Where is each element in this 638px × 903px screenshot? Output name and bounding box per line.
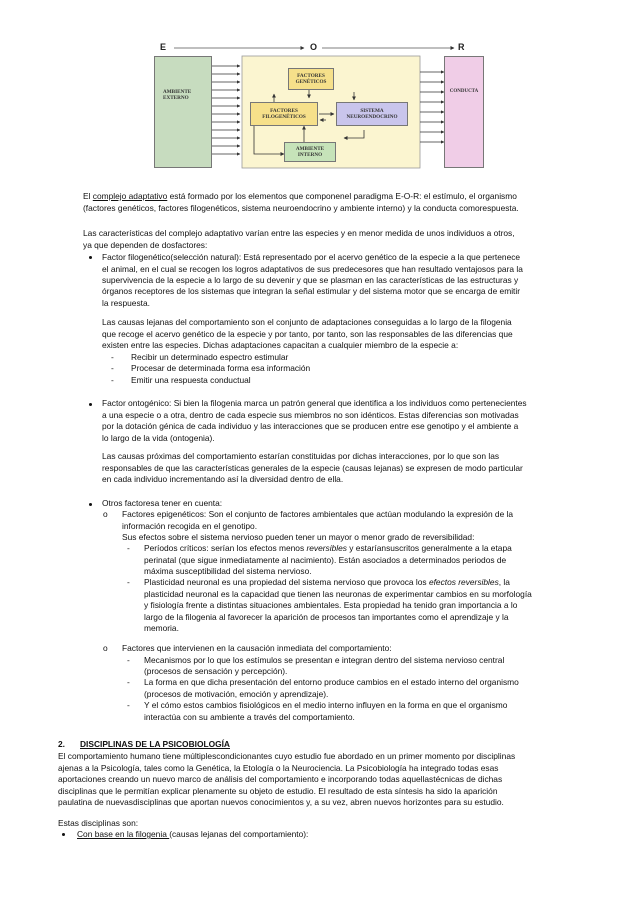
o1d2-emphasis: efectos reversibles xyxy=(428,577,499,587)
dash-mark: - xyxy=(127,543,130,553)
circle-mark: o xyxy=(103,643,108,653)
b2p2-line1: Las causas próximas del comportamiento estarían constituidas por dichas interacciones, por lo que son las xyxy=(102,451,500,461)
b3-line: Otros factoresa tener en cuenta: xyxy=(102,498,223,508)
bullet-dot xyxy=(89,256,92,259)
o1d1-line1 xyxy=(144,543,593,553)
dash-mark: - xyxy=(111,375,114,385)
conducta-label: CONDUCTA xyxy=(449,89,479,94)
filogenia-link[interactable]: Con base en la filogenia xyxy=(77,829,170,839)
o1d2-text-b: , la xyxy=(498,577,510,587)
bullet-dot xyxy=(89,503,92,506)
p1-prefix: El xyxy=(83,191,93,201)
b1-line2: el animal, en el cual se recogen los logros adaptativos de sus predecesores que han resultado ventajosos para la xyxy=(102,264,523,274)
dash-mark: - xyxy=(127,577,130,587)
o1-line1: Factores epigenéticos: Son el conjunto de factores ambientales que actúan modulando la expresión de la xyxy=(122,509,514,519)
bullet-dot xyxy=(62,833,65,836)
b2p2-line2: responsables de que las características generales de la especie (causas lejanas) se expresen de modo particular xyxy=(102,463,523,473)
o1-line2: información recogida en el genotipo. xyxy=(122,521,258,531)
b1p2-line2: que recoge el acervo genético de la especie y por tanto, por tanto, son las responsables de las diferencias que xyxy=(102,329,513,339)
b1-line5: la respuesta. xyxy=(102,298,150,308)
s2-line3: aportaciones creando un nuevo marco de análisis del comportamiento e incorporando todas aquellastécnicas de dichas xyxy=(58,774,503,784)
b2-line4: lo largo de la vida (ontogenia). xyxy=(102,433,215,443)
circle-mark: o xyxy=(103,509,108,519)
section2-number: 2. xyxy=(58,739,65,749)
b1-line4: órganos receptores de los sistemas que integran la señal estimular y del sistema motor que se encarga de emitir xyxy=(102,286,521,296)
b2-line1: Factor ontogénico: Si bien la filogenia marca un patrón general que identifica a los individuos como pertenecientes xyxy=(102,398,527,408)
o2d3-line2: interactúa con su ambiente a través del comportamiento. xyxy=(144,712,355,722)
dash1-item1: Recibir un determinado espectro estimular xyxy=(131,352,289,362)
o1d2-line4: largo de la filogenia al favorecer la aparición de procesos tan importantes como el aprendizaje y la xyxy=(144,612,509,622)
b1-line3: supervivencia de la especie a lo largo de su devenir y que se plasman en las características de las estructuras y xyxy=(102,275,519,285)
factores-filogeneticos-line2: FILOGENÉTICOS xyxy=(262,114,306,120)
factores-filogeneticos-line1: FACTORES xyxy=(270,108,298,114)
factores-geneticos-line1: FACTORES xyxy=(297,73,325,79)
p1-line1-rest: está formado por los elementos que componenel paradigma E-O-R: el estímulo, el organismo xyxy=(167,191,517,201)
sistema-neuroendocrino-box xyxy=(336,102,408,126)
factores-geneticos-box xyxy=(288,68,334,90)
dash1-item3: Emitir una respuesta conductual xyxy=(131,375,251,385)
o2d2-line2: (procesos de motivación, emoción y aprendizaje). xyxy=(144,689,329,699)
s2-last-line xyxy=(77,829,587,839)
section2-title: DISCIPLINAS DE LA PSICOBIOLOGÍA xyxy=(80,739,230,749)
o1d1-line3: máxima susceptibilidad del sistema nervioso. xyxy=(144,566,312,576)
s2-line2: ajenas a la Psicología, tales como la Genética, la Etología o la Neurociencia. La Psicobiología ha integrado todas esas xyxy=(58,763,499,773)
o1d2-line5: memoria. xyxy=(144,623,179,633)
o1d2-line2: plasticidad neuronal es la capacidad que tienen las neuronas de experimentar cambios en su morfología xyxy=(144,589,532,599)
ambiente-interno-line2: INTERNO xyxy=(297,152,323,158)
o2d1-line1: Mecanismos por lo que los estímulos se presentan e integran dentro del sistema nervioso central xyxy=(144,655,505,665)
dash-mark: - xyxy=(127,655,130,665)
o2d3-line1: Y el cómo estos cambios fisiológicos en el medio interno influyen en la forma en que el organismo xyxy=(144,700,508,710)
ambiente-externo-line2: EXTERNO xyxy=(163,95,189,101)
o2d2-line1: La forma en que dicha presentación del entorno produce cambios en el estado interno del organismo xyxy=(144,677,519,687)
o1-line3: Sus efectos sobre el sistema nervioso pueden tener un mayor o menor grado de reversibilidad: xyxy=(122,532,475,542)
label-e: E xyxy=(160,42,167,52)
conducta-box xyxy=(444,56,484,168)
s2-line4: disciplinas que le permitían explicar plenamente su objeto de estudio. El resultado de esta síntesis ha sido la aparición xyxy=(58,786,498,796)
factores-geneticos-line2: GENÉTICOS xyxy=(295,79,327,85)
o1d1-text-a: Períodos críticos: serían los efectos menos xyxy=(144,543,307,553)
sistema-neuroendocrino-line1: SISTEMA xyxy=(360,108,384,114)
label-r: R xyxy=(458,42,465,52)
dash-mark: - xyxy=(111,352,114,362)
ambiente-interno-box xyxy=(284,142,336,162)
p1-line2: (factores genéticos, factores filogenéticos, sistema neuroendocrino y ambiente interno) y la conducta comorespuesta. xyxy=(83,203,519,213)
b2-line2: a una especie o a otra, dentro de cada especie sus miembros no son idénticos. Estas diferencias son motivadas xyxy=(102,410,519,420)
s2-estas: Estas disciplinas son: xyxy=(58,818,139,828)
o1d1-emphasis: reversibles xyxy=(306,543,347,553)
o1d2-line3: y fisiología frente a distintas situaciones ambientales. Esta propiedad ha tenido gran importancia a lo xyxy=(144,600,518,610)
s2-last-rest: (causas lejanas del comportamiento): xyxy=(169,829,309,839)
sistema-neuroendocrino-line2: NEUROENDOCRINO xyxy=(346,114,398,120)
bullet-dot xyxy=(89,403,92,406)
ambiente-interno-line1: AMBIENTE xyxy=(295,146,325,152)
dash-mark: - xyxy=(111,363,114,373)
o1d1-text-b: y estaríansuscritos generalmente a la etapa xyxy=(346,543,512,553)
label-o: O xyxy=(310,42,318,52)
p2-line2: ya que dependen de dosfactores: xyxy=(83,240,208,250)
b1-line1: Factor filogenético(selección natural): Está representado por el acervo genético de la especie a la que pertenece xyxy=(102,252,521,262)
dash1-item2: Procesar de determinada forma esa información xyxy=(131,363,311,373)
ambiente-externo-line1: AMBIENTE xyxy=(163,89,192,95)
o1d2-line1 xyxy=(144,577,593,587)
s2-line1: El comportamiento humano tiene múltiplescondicionantes cuyo estudio fue abordado en un primer momento por disciplinas xyxy=(58,751,516,761)
o1d1-line2: perinatal (que sigue inmediatamente al nacimiento). Están asociados a determinados periodos de xyxy=(144,555,507,565)
complejo-adaptativo-link[interactable]: complejo adaptativo xyxy=(92,191,168,201)
o1d2-text-a: Plasticidad neuronal es una propiedad del sistema nervioso que provoca los xyxy=(144,577,429,587)
s2-line5: paulatina de nuevasdisciplinas que aportan nuevos conocimientos y, a su vez, abren nuevos horizontes para su estudio. xyxy=(58,797,504,807)
b2-line3: por la dotación génica de cada individuo y las interacciones que se producen entre ese genotipo y el ambiente a xyxy=(102,421,519,431)
factores-filogeneticos-box xyxy=(250,102,318,126)
b2p2-line3: en cada individuo incrementando así la diversidad dentro de ella. xyxy=(102,474,344,484)
p2-line1: Las características del complejo adaptativo varían entre las especies y en menor medida de unos individuos a otros, xyxy=(83,228,515,238)
ambiente-externo-box xyxy=(154,56,212,168)
b1p2-line3: existen entre las especies. Dichas adaptaciones capacitan a cualquier miembro de la especie a: xyxy=(102,340,459,350)
dash-mark: - xyxy=(127,700,130,710)
p1-line1 xyxy=(83,191,593,201)
b1p2-line1: Las causas lejanas del comportamiento son el conjunto de adaptaciones conseguidas a lo largo de la filogenia xyxy=(102,317,512,327)
o2-line: Factores que intervienen en la causación inmediata del comportamiento: xyxy=(122,643,392,653)
eor-diagram xyxy=(154,42,484,174)
o2d1-line2: (procesos de sensación y percepción). xyxy=(144,666,288,676)
dash-mark: - xyxy=(127,677,130,687)
